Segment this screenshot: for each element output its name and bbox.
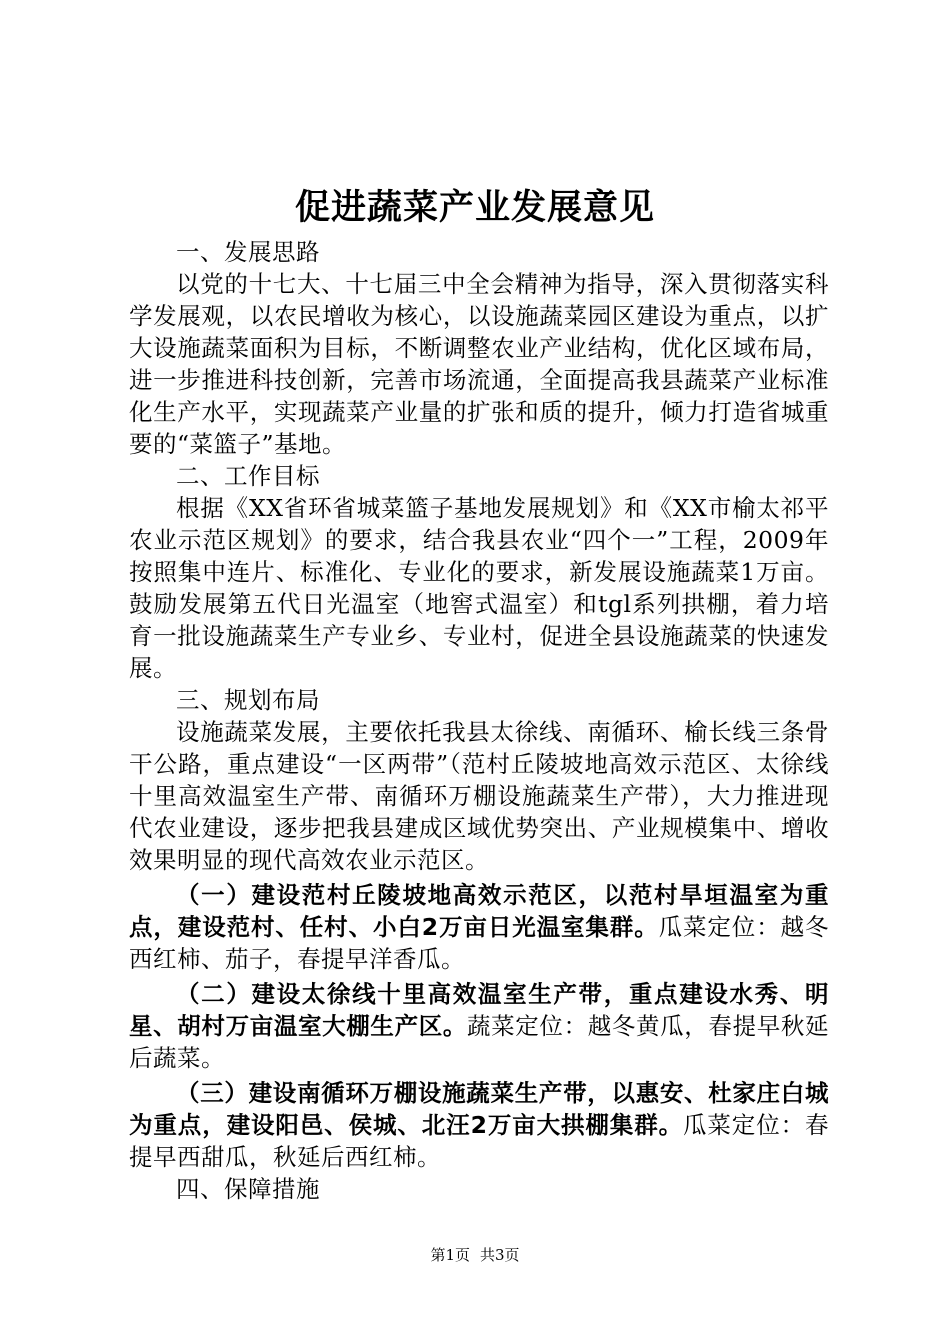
section-paragraph: 设施蔬菜发展，主要依托我县太徐线、南循环、榆长线三条骨干公路，重点建设“一区两带”（范村丘陵坡地高效示范区、太徐线十里高效温室生产带、南循环万棚设施蔬菜生产带），大力推进现代农业建设，逐步把我县建成区域优势突出、产业规模集中、增收效果明显的现代高效农业示范区。: [129, 718, 829, 874]
page-number: 第1页: [430, 1246, 470, 1264]
plan-item-detail: 蔬菜定位：越冬黄瓜，春提早秋延后蔬菜。: [129, 1012, 829, 1072]
plan-item-title: （二）建设太徐线十里高效温室生产带，重点建设水秀、明星、胡村万亩温室大棚生产区。: [129, 980, 829, 1040]
document-body: [129, 236, 829, 1205]
plan-item-title: （三）建设南循环万棚设施蔬菜生产带，以惠安、杜家庄白城为重点，建设阳邑、侯城、北汪2万亩大拱棚集群。: [129, 1079, 829, 1139]
section-paragraph: 以党的十七大、十七届三中全会精神为指导，深入贯彻落实科学发展观，以农民增收为核心，以设施蔬菜园区建设为重点，以扩大设施蔬菜面积为目标，不断调整农业产业结构，优化区域布局，进一步推进科技创新，完善市场流通，全面提高我县蔬菜产业标准化生产水平，实现蔬菜产业量的扩张和质的提升，倾力打造省城重要的“菜篮子”基地。: [129, 270, 829, 458]
plan-item-detail: 瓜菜定位：春提早西甜瓜，秋延后西红柿。: [129, 1111, 830, 1171]
section-paragraph: 根据《XX省环省城菜篮子基地发展规划》和《XX市榆太祁平农业示范区规划》的要求，结合我县农业“四个一”工程，2009年按照集中连片、标准化、专业化的要求，新发展设施蔬菜1万亩。鼓励发展第五代日光温室（地窖式温室）和tgl系列拱棚，着力培育一批设施蔬菜生产专业乡、专业村，促进全县设施蔬菜的快速发展。: [129, 494, 829, 682]
section-heading: 四、保障措施: [176, 1175, 320, 1203]
plan-item-title: （一）建设范村丘陵坡地高效示范区，以范村旱垣温室为重点，建设范村、任村、小白2万亩日光温室集群。: [129, 881, 829, 941]
page-footer: [0, 1244, 950, 1265]
plan-item: [129, 1077, 829, 1173]
plan-item: [129, 978, 829, 1074]
plan-item: [129, 879, 829, 975]
section-heading: 一、发展思路: [176, 238, 320, 266]
section-heading: 二、工作目标: [176, 462, 320, 490]
section-heading: 三、规划布局: [176, 686, 320, 714]
page-total: 共3页: [480, 1246, 520, 1264]
plan-item-detail: 瓜菜定位：越冬西红柿、茄子，春提早洋香瓜。: [129, 913, 829, 973]
document-title: 促进蔬菜产业发展意见: [294, 188, 655, 228]
